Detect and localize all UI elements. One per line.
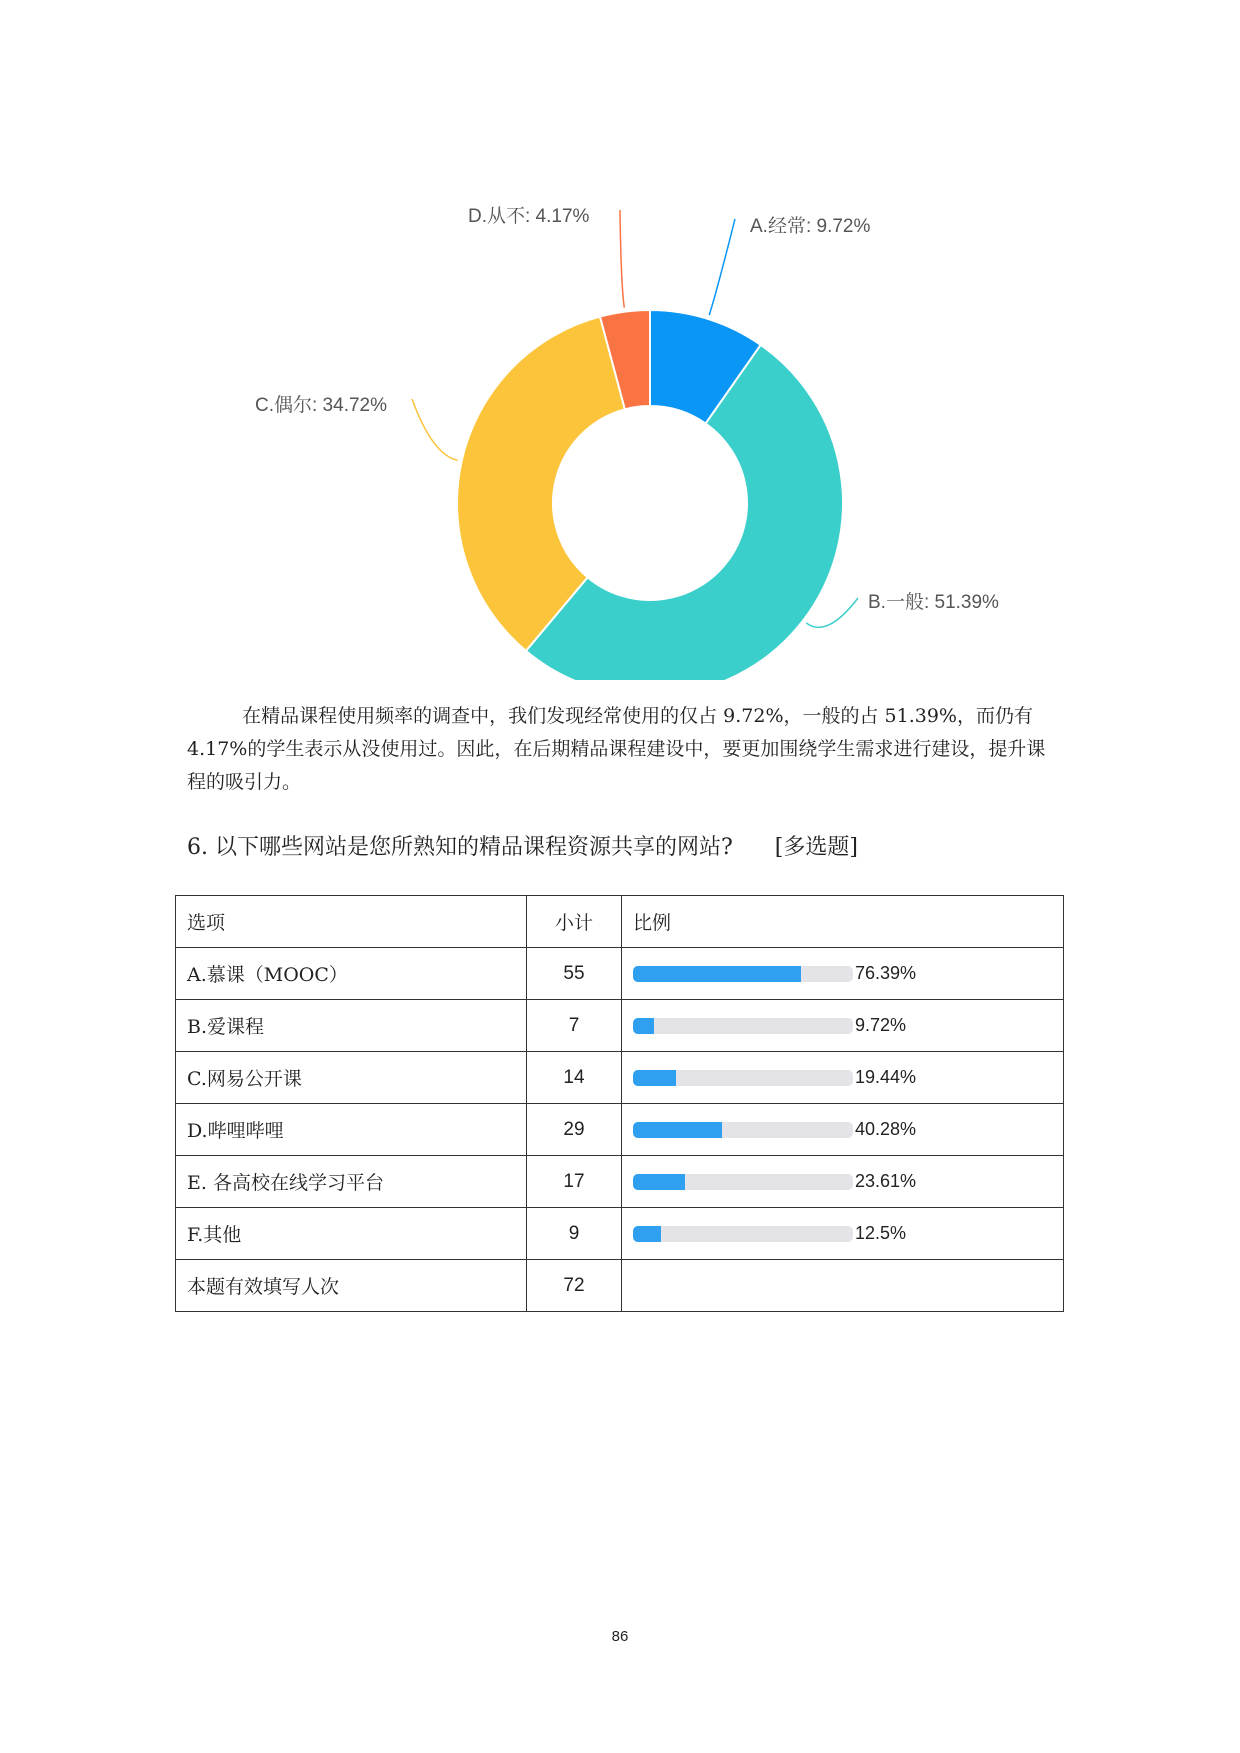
leader-line-c — [412, 399, 458, 460]
ratio-percent: 9.72% — [855, 1015, 907, 1035]
option-cell: F.其他 — [176, 1208, 527, 1260]
analysis-paragraph: 在精品课程使用频率的调查中，我们发现经常使用的仅占 9.72%，一般的占 51.39%，而仍有 4.17%的学生表示从没使用过。因此，在后期精品课程建设中，要更加围绕学生需求进行建设，提升课程的吸引力。 — [187, 705, 1046, 793]
ratio-bar-fill — [633, 1122, 722, 1138]
question-type-tag: [多选题] — [774, 835, 858, 860]
ratio-cell — [622, 1156, 1064, 1208]
footer-count: 72 — [527, 1260, 622, 1312]
ratio-cell — [622, 1052, 1064, 1104]
slice-label-a: A.经常: 9.72% — [750, 216, 871, 237]
count-cell: 14 — [527, 1052, 622, 1104]
ratio-bar — [633, 1226, 853, 1242]
footer-label: 本题有效填写人次 — [176, 1260, 527, 1312]
question-text: 6. 以下哪些网站是您所熟知的精品课程资源共享的网站? — [187, 835, 733, 860]
ratio-cell — [622, 948, 1064, 1000]
ratio-bar — [633, 1018, 853, 1034]
ratio-percent: 12.5% — [855, 1223, 907, 1243]
count-cell: 29 — [527, 1104, 622, 1156]
ratio-bar-fill — [633, 966, 801, 982]
ratio-percent: 76.39% — [855, 963, 917, 983]
header-ratio: 比例 — [622, 896, 1064, 948]
option-cell: E. 各高校在线学习平台 — [176, 1156, 527, 1208]
header-count: 小计 — [527, 896, 622, 948]
leader-line-d — [620, 210, 624, 308]
results-table — [175, 895, 1064, 1312]
ratio-percent: 23.61% — [855, 1171, 917, 1191]
table-row — [176, 1052, 1064, 1104]
donut-svg — [0, 0, 1240, 680]
ratio-bar — [633, 966, 853, 982]
table-row — [176, 1156, 1064, 1208]
ratio-bar — [633, 1070, 853, 1086]
ratio-bar-fill — [633, 1174, 685, 1190]
slice-label-b: B.一般: 51.39% — [868, 592, 999, 613]
ratio-cell — [622, 1000, 1064, 1052]
slice-label-d: D.从不: 4.17% — [468, 206, 590, 227]
ratio-bar — [633, 1174, 853, 1190]
count-cell: 7 — [527, 1000, 622, 1052]
table-footer-row — [176, 1260, 1064, 1312]
header-option: 选项 — [176, 896, 527, 948]
count-cell: 55 — [527, 948, 622, 1000]
option-cell: A.慕课（MOOC） — [176, 948, 527, 1000]
ratio-percent: 40.28% — [855, 1119, 917, 1139]
table-row — [176, 1104, 1064, 1156]
leader-line-a — [709, 219, 735, 315]
ratio-bar-fill — [633, 1226, 661, 1242]
ratio-cell — [622, 1104, 1064, 1156]
table-row — [176, 1208, 1064, 1260]
question-heading — [187, 830, 858, 861]
ratio-percent: 19.44% — [855, 1067, 917, 1087]
slice-label-c: C.偶尔: 34.72% — [255, 395, 387, 416]
ratio-bar-fill — [633, 1018, 654, 1034]
count-cell: 17 — [527, 1156, 622, 1208]
count-cell: 9 — [527, 1208, 622, 1260]
usage-frequency-donut-chart — [0, 0, 1240, 680]
ratio-cell — [622, 1208, 1064, 1260]
table-header-row — [176, 896, 1064, 948]
option-cell: B.爱课程 — [176, 1000, 527, 1052]
ratio-bar — [633, 1122, 853, 1138]
option-cell: C.网易公开课 — [176, 1052, 527, 1104]
table-row — [176, 1000, 1064, 1052]
option-cell: D.哔哩哔哩 — [176, 1104, 527, 1156]
footer-empty-cell — [622, 1260, 1064, 1312]
ratio-bar-fill — [633, 1070, 676, 1086]
table-row — [176, 948, 1064, 1000]
page-number: 86 — [611, 1628, 629, 1645]
